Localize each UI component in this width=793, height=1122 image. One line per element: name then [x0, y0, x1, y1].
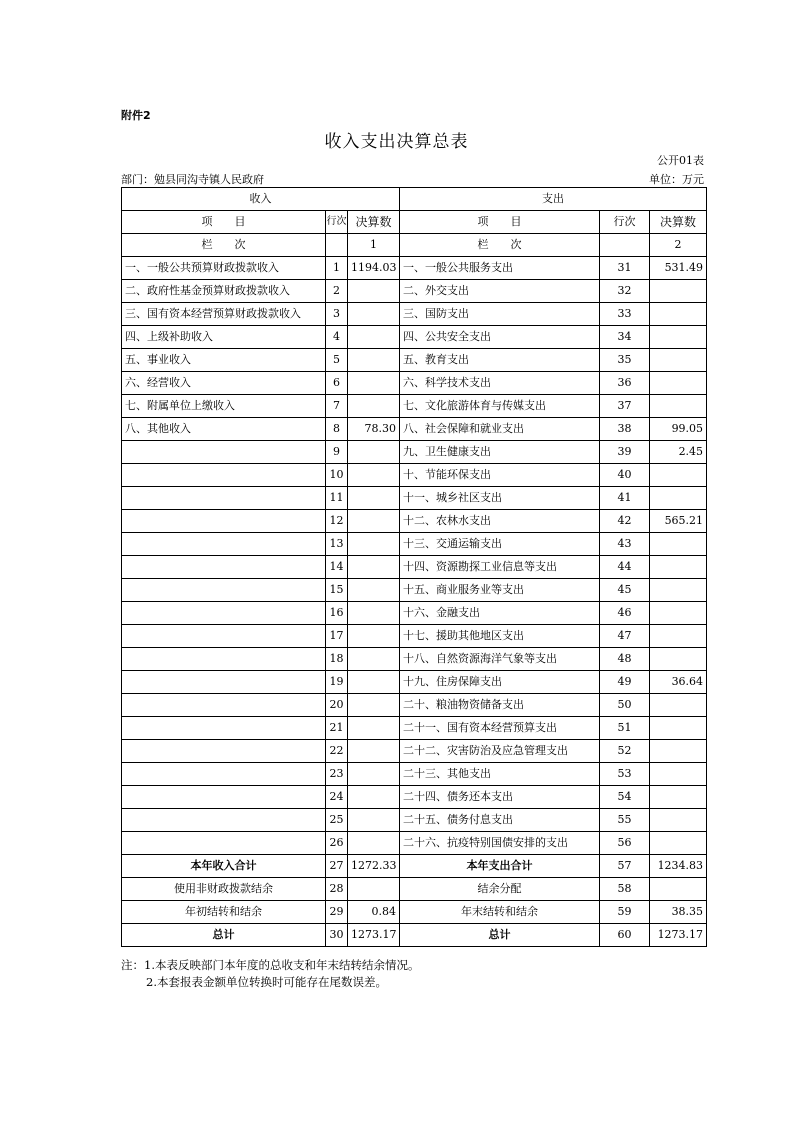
income-summary-row-no: 30 [326, 924, 348, 947]
income-item-header: 项 目 [122, 211, 326, 234]
income-amount [348, 441, 400, 464]
expend-row-no: 49 [600, 671, 650, 694]
income-row-no: 7 [326, 395, 348, 418]
expend-item: 五、教育支出 [400, 349, 600, 372]
expend-amount [650, 648, 707, 671]
expend-summary-amount: 1273.17 [650, 924, 707, 947]
table-row [122, 533, 707, 556]
income-row-no: 3 [326, 303, 348, 326]
expend-item: 十七、援助其他地区支出 [400, 625, 600, 648]
table-row [122, 717, 707, 740]
department-label: 部门：勉县同沟寺镇人民政府 [121, 173, 264, 186]
expend-amount [650, 694, 707, 717]
page-title: 收入支出决算总表 [324, 132, 469, 152]
income-column-label: 栏 次 [122, 234, 326, 257]
income-item [122, 717, 326, 740]
income-item [122, 832, 326, 855]
expend-item: 六、科学技术支出 [400, 372, 600, 395]
expend-item: 一、一般公共服务支出 [400, 257, 600, 280]
expend-row-no: 53 [600, 763, 650, 786]
expend-row-no: 54 [600, 786, 650, 809]
expend-amount [650, 533, 707, 556]
income-amount-header: 决算数 [348, 211, 400, 234]
expend-row-no: 32 [600, 280, 650, 303]
expend-column-label: 栏 次 [400, 234, 600, 257]
expend-row-no: 41 [600, 487, 650, 510]
table-row [122, 303, 707, 326]
income-item: 六、经营收入 [122, 372, 326, 395]
income-amount [348, 372, 400, 395]
income-row-no: 18 [326, 648, 348, 671]
income-item [122, 625, 326, 648]
expend-item: 八、社会保障和就业支出 [400, 418, 600, 441]
income-item [122, 556, 326, 579]
income-row-no: 23 [326, 763, 348, 786]
table-row [122, 786, 707, 809]
income-expenditure-table [121, 187, 707, 947]
expend-summary-row-no: 60 [600, 924, 650, 947]
income-item [122, 694, 326, 717]
expend-summary-row-no: 57 [600, 855, 650, 878]
income-amount [348, 303, 400, 326]
income-amount [348, 694, 400, 717]
income-item [122, 809, 326, 832]
income-row-no: 19 [326, 671, 348, 694]
income-amount [348, 579, 400, 602]
income-summary-item: 总计 [122, 924, 326, 947]
expend-amount [650, 786, 707, 809]
expend-item: 七、文化旅游体育与传媒支出 [400, 395, 600, 418]
expend-item: 九、卫生健康支出 [400, 441, 600, 464]
note-line-2: 2.本套报表金额单位转换时可能存在尾数误差。 [146, 975, 387, 989]
expend-amount [650, 372, 707, 395]
income-amount [348, 395, 400, 418]
table-row [122, 257, 707, 280]
income-amount [348, 602, 400, 625]
income-row-no: 15 [326, 579, 348, 602]
expend-amount: 565.21 [650, 510, 707, 533]
income-summary-item: 年初结转和结余 [122, 901, 326, 924]
income-row-no: 26 [326, 832, 348, 855]
expend-item: 二十五、债务付息支出 [400, 809, 600, 832]
income-amount [348, 671, 400, 694]
income-item [122, 464, 326, 487]
expend-summary-row-no: 58 [600, 878, 650, 901]
table-row [122, 441, 707, 464]
income-amount [348, 786, 400, 809]
income-row-no: 12 [326, 510, 348, 533]
column-header-row [122, 211, 707, 234]
expend-item-header: 项 目 [400, 211, 600, 234]
expend-item: 十九、住房保障支出 [400, 671, 600, 694]
notes [121, 957, 419, 991]
expend-amount [650, 602, 707, 625]
income-amount: 1194.03 [348, 257, 400, 280]
income-row-no: 9 [326, 441, 348, 464]
income-amount [348, 717, 400, 740]
income-row-no: 5 [326, 349, 348, 372]
summary-row [122, 878, 707, 901]
expend-row-no: 45 [600, 579, 650, 602]
table-row [122, 464, 707, 487]
income-row-no: 10 [326, 464, 348, 487]
expend-row-no: 46 [600, 602, 650, 625]
expend-rowno-header: 行次 [600, 211, 650, 234]
expend-amount [650, 717, 707, 740]
expend-amount [650, 487, 707, 510]
income-row-no: 1 [326, 257, 348, 280]
expend-item: 三、国防支出 [400, 303, 600, 326]
income-amount [348, 326, 400, 349]
expend-summary-row-no: 59 [600, 901, 650, 924]
expend-item: 十三、交通运输支出 [400, 533, 600, 556]
income-item [122, 533, 326, 556]
income-item [122, 441, 326, 464]
income-summary-row-no: 28 [326, 878, 348, 901]
table-row [122, 326, 707, 349]
expend-row-no: 42 [600, 510, 650, 533]
income-item [122, 579, 326, 602]
table-row [122, 602, 707, 625]
expend-amount: 36.64 [650, 671, 707, 694]
income-summary-row-no: 27 [326, 855, 348, 878]
expend-summary-amount [650, 878, 707, 901]
income-row-no: 17 [326, 625, 348, 648]
income-item [122, 487, 326, 510]
expend-row-no: 55 [600, 809, 650, 832]
income-summary-amount: 0.84 [348, 901, 400, 924]
income-summary-item: 使用非财政拨款结余 [122, 878, 326, 901]
income-item [122, 763, 326, 786]
income-summary-row-no: 29 [326, 901, 348, 924]
expend-row-no: 52 [600, 740, 650, 763]
income-item [122, 648, 326, 671]
table-row [122, 372, 707, 395]
income-item: 七、附属单位上缴收入 [122, 395, 326, 418]
expend-row-no: 35 [600, 349, 650, 372]
income-column-number: 1 [348, 234, 400, 257]
income-amount [348, 763, 400, 786]
income-summary-amount [348, 878, 400, 901]
table-row [122, 579, 707, 602]
expend-item: 十五、商业服务业等支出 [400, 579, 600, 602]
income-row-no: 20 [326, 694, 348, 717]
expenditure-section-header: 支出 [400, 188, 707, 211]
expend-amount [650, 625, 707, 648]
income-amount: 78.30 [348, 418, 400, 441]
expend-item: 十、节能环保支出 [400, 464, 600, 487]
income-amount [348, 349, 400, 372]
income-amount [348, 740, 400, 763]
income-row-no: 21 [326, 717, 348, 740]
expend-row-no: 48 [600, 648, 650, 671]
expend-row-no: 34 [600, 326, 650, 349]
expend-amount [650, 579, 707, 602]
income-row-no: 13 [326, 533, 348, 556]
income-item: 三、国有资本经营预算财政拨款收入 [122, 303, 326, 326]
table-row [122, 809, 707, 832]
income-item: 一、一般公共预算财政拨款收入 [122, 257, 326, 280]
expend-item: 十四、资源勘探工业信息等支出 [400, 556, 600, 579]
income-amount [348, 280, 400, 303]
income-amount [348, 648, 400, 671]
expend-item: 二十四、债务还本支出 [400, 786, 600, 809]
table-row [122, 395, 707, 418]
table-row [122, 694, 707, 717]
expend-summary-item: 结余分配 [400, 878, 600, 901]
form-number: 公开01表 [657, 154, 704, 167]
income-item [122, 740, 326, 763]
expend-item: 二、外交支出 [400, 280, 600, 303]
income-row-no: 24 [326, 786, 348, 809]
income-summary-amount: 1272.33 [348, 855, 400, 878]
expend-column-number: 2 [650, 234, 707, 257]
income-row-no: 8 [326, 418, 348, 441]
expend-row-no: 33 [600, 303, 650, 326]
income-column-blank [326, 234, 348, 257]
expend-amount: 2.45 [650, 441, 707, 464]
income-item: 四、上级补助收入 [122, 326, 326, 349]
expend-amount [650, 556, 707, 579]
expend-amount [650, 303, 707, 326]
income-row-no: 6 [326, 372, 348, 395]
table-row [122, 487, 707, 510]
table-row [122, 556, 707, 579]
income-row-no: 25 [326, 809, 348, 832]
expend-item: 四、公共安全支出 [400, 326, 600, 349]
expend-row-no: 51 [600, 717, 650, 740]
expend-row-no: 47 [600, 625, 650, 648]
expend-amount [650, 280, 707, 303]
summary-row [122, 924, 707, 947]
expend-item: 二十一、国有资本经营预算支出 [400, 717, 600, 740]
income-summary-amount: 1273.17 [348, 924, 400, 947]
expend-amount [650, 763, 707, 786]
expend-amount [650, 809, 707, 832]
table-row [122, 763, 707, 786]
income-amount [348, 625, 400, 648]
expend-amount [650, 395, 707, 418]
table-row [122, 349, 707, 372]
summary-row [122, 901, 707, 924]
expend-row-no: 40 [600, 464, 650, 487]
income-item: 五、事业收入 [122, 349, 326, 372]
expend-amount: 531.49 [650, 257, 707, 280]
column-number-row [122, 234, 707, 257]
income-item: 二、政府性基金预算财政拨款收入 [122, 280, 326, 303]
expend-summary-amount: 38.35 [650, 901, 707, 924]
expend-item: 十一、城乡社区支出 [400, 487, 600, 510]
expend-summary-amount: 1234.83 [650, 855, 707, 878]
attachment-label: 附件2 [121, 109, 151, 122]
expend-amount [650, 349, 707, 372]
unit-label: 单位：万元 [649, 173, 704, 186]
income-amount [348, 533, 400, 556]
income-item [122, 602, 326, 625]
income-amount [348, 464, 400, 487]
income-summary-item: 本年收入合计 [122, 855, 326, 878]
income-rowno-header: 行次 [326, 211, 348, 234]
income-item [122, 671, 326, 694]
expend-item: 二十、粮油物资储备支出 [400, 694, 600, 717]
income-row-no: 2 [326, 280, 348, 303]
table-row [122, 625, 707, 648]
expend-amount [650, 740, 707, 763]
expend-row-no: 36 [600, 372, 650, 395]
expend-row-no: 39 [600, 441, 650, 464]
expend-item: 二十六、抗疫特别国债安排的支出 [400, 832, 600, 855]
section-header-row [122, 188, 707, 211]
income-row-no: 4 [326, 326, 348, 349]
income-row-no: 16 [326, 602, 348, 625]
expend-amount [650, 464, 707, 487]
summary-row [122, 855, 707, 878]
table-row [122, 740, 707, 763]
table-row [122, 832, 707, 855]
expend-summary-item: 本年支出合计 [400, 855, 600, 878]
income-row-no: 14 [326, 556, 348, 579]
income-row-no: 22 [326, 740, 348, 763]
income-item [122, 786, 326, 809]
table-row [122, 510, 707, 533]
table-row [122, 671, 707, 694]
expend-item: 二十二、灾害防治及应急管理支出 [400, 740, 600, 763]
income-amount [348, 487, 400, 510]
expend-item: 十二、农林水支出 [400, 510, 600, 533]
expend-summary-item: 年末结转和结余 [400, 901, 600, 924]
expend-amount-header: 决算数 [650, 211, 707, 234]
expend-amount [650, 832, 707, 855]
income-item: 八、其他收入 [122, 418, 326, 441]
expend-row-no: 43 [600, 533, 650, 556]
income-row-no: 11 [326, 487, 348, 510]
expend-row-no: 44 [600, 556, 650, 579]
expend-row-no: 31 [600, 257, 650, 280]
income-amount [348, 832, 400, 855]
note-line-1: 注：1.本表反映部门本年度的总收支和年末结转结余情况。 [121, 958, 420, 972]
expend-column-blank [600, 234, 650, 257]
income-amount [348, 556, 400, 579]
table-row [122, 280, 707, 303]
income-amount [348, 809, 400, 832]
expend-amount [650, 326, 707, 349]
expend-row-no: 37 [600, 395, 650, 418]
expend-item: 二十三、其他支出 [400, 763, 600, 786]
income-item [122, 510, 326, 533]
table-row [122, 648, 707, 671]
expend-item: 十六、金融支出 [400, 602, 600, 625]
expend-row-no: 50 [600, 694, 650, 717]
income-amount [348, 510, 400, 533]
expend-item: 十八、自然资源海洋气象等支出 [400, 648, 600, 671]
expend-summary-item: 总计 [400, 924, 600, 947]
table-row [122, 418, 707, 441]
income-section-header: 收入 [122, 188, 400, 211]
expend-row-no: 56 [600, 832, 650, 855]
expend-amount: 99.05 [650, 418, 707, 441]
expend-row-no: 38 [600, 418, 650, 441]
